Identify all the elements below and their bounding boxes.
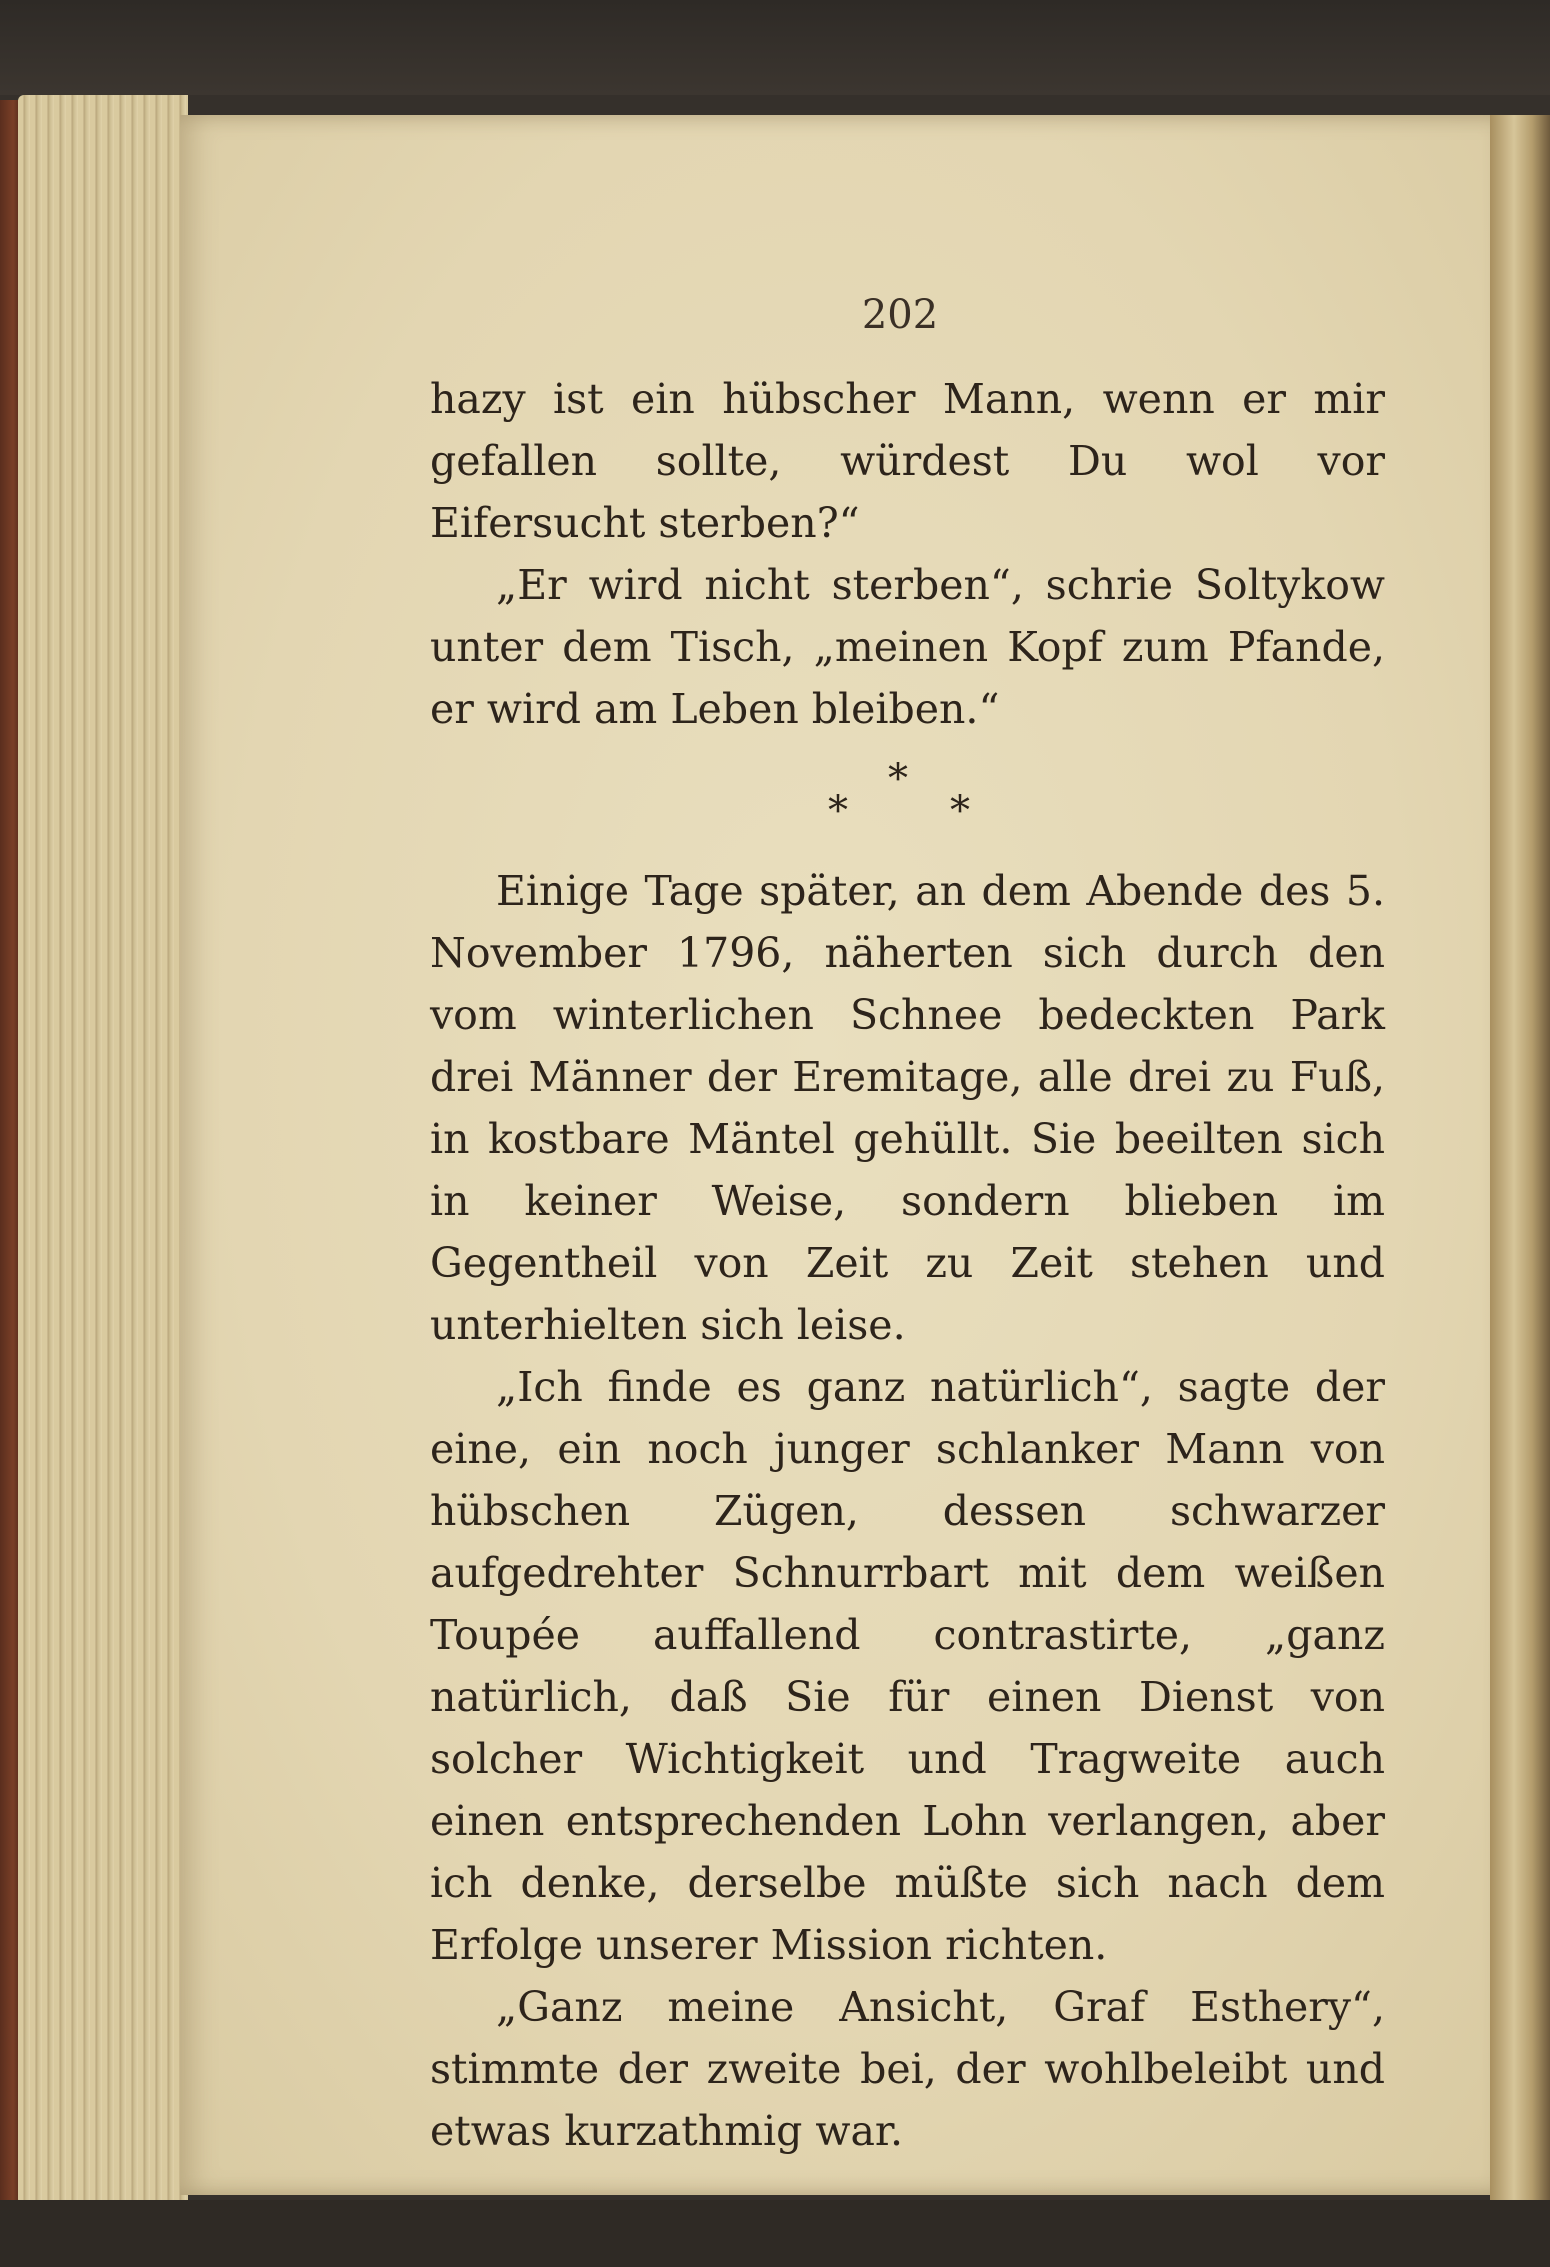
paragraph-4: „Ich finde es ganz natürlich“, sagte der eine, ein noch junger schlanker Mann von hübschen Zügen, dessen schwarzer aufgedrehter Schnurrbart mit dem weißen Toupée auffallend contrastirte, „ganz natürlich, daß Sie für einen Dienst von solcher Wichtigkeit und Tragweite auch einen entsprechenden Lohn verlangen, aber ich denke, derselbe müßte sich nach dem Erfolge unserer Mission richten.: [430, 1363, 1385, 1969]
book-top-edge: [0, 0, 1550, 95]
separator-star-left: *: [828, 788, 848, 834]
book-gutter: [1490, 115, 1550, 2205]
paragraph-5: „Ganz meine Ansicht, Graf Esthery“, stimmte der zweite bei, der wohlbeleibt und etwas kurzathmig war.: [430, 1983, 1385, 2155]
paragraph-2: „Er wird nicht sterben“, schrie Soltykow unter dem Tisch, „meinen Kopf zum Pfande, er wird am Leben bleiben.“: [430, 561, 1385, 733]
paragraph-1: hazy ist ein hübscher Mann, wenn er mir gefallen sollte, würdest Du wol vor Eifersucht sterben?“: [430, 375, 1385, 547]
section-separator: [430, 740, 1385, 860]
paragraph-3: Einige Tage später, an dem Abende des 5. November 1796, näherten sich durch den vom winterlichen Schnee bedeckten Park drei Männer der Eremitage, alle drei zu Fuß, in kostbare Mäntel gehüllt. Sie beeilten sich in keiner Weise, sondern blieben im Gegentheil von Zeit zu Zeit stehen und unterhielten sich leise.: [430, 867, 1385, 1349]
separator-star-top: *: [888, 756, 908, 802]
page-number: 202: [861, 292, 939, 338]
separator-star-right: *: [950, 788, 970, 834]
page-stack-edge: [18, 95, 188, 2205]
body-text: [430, 368, 1385, 2162]
book-bottom-edge: [0, 2200, 1550, 2267]
